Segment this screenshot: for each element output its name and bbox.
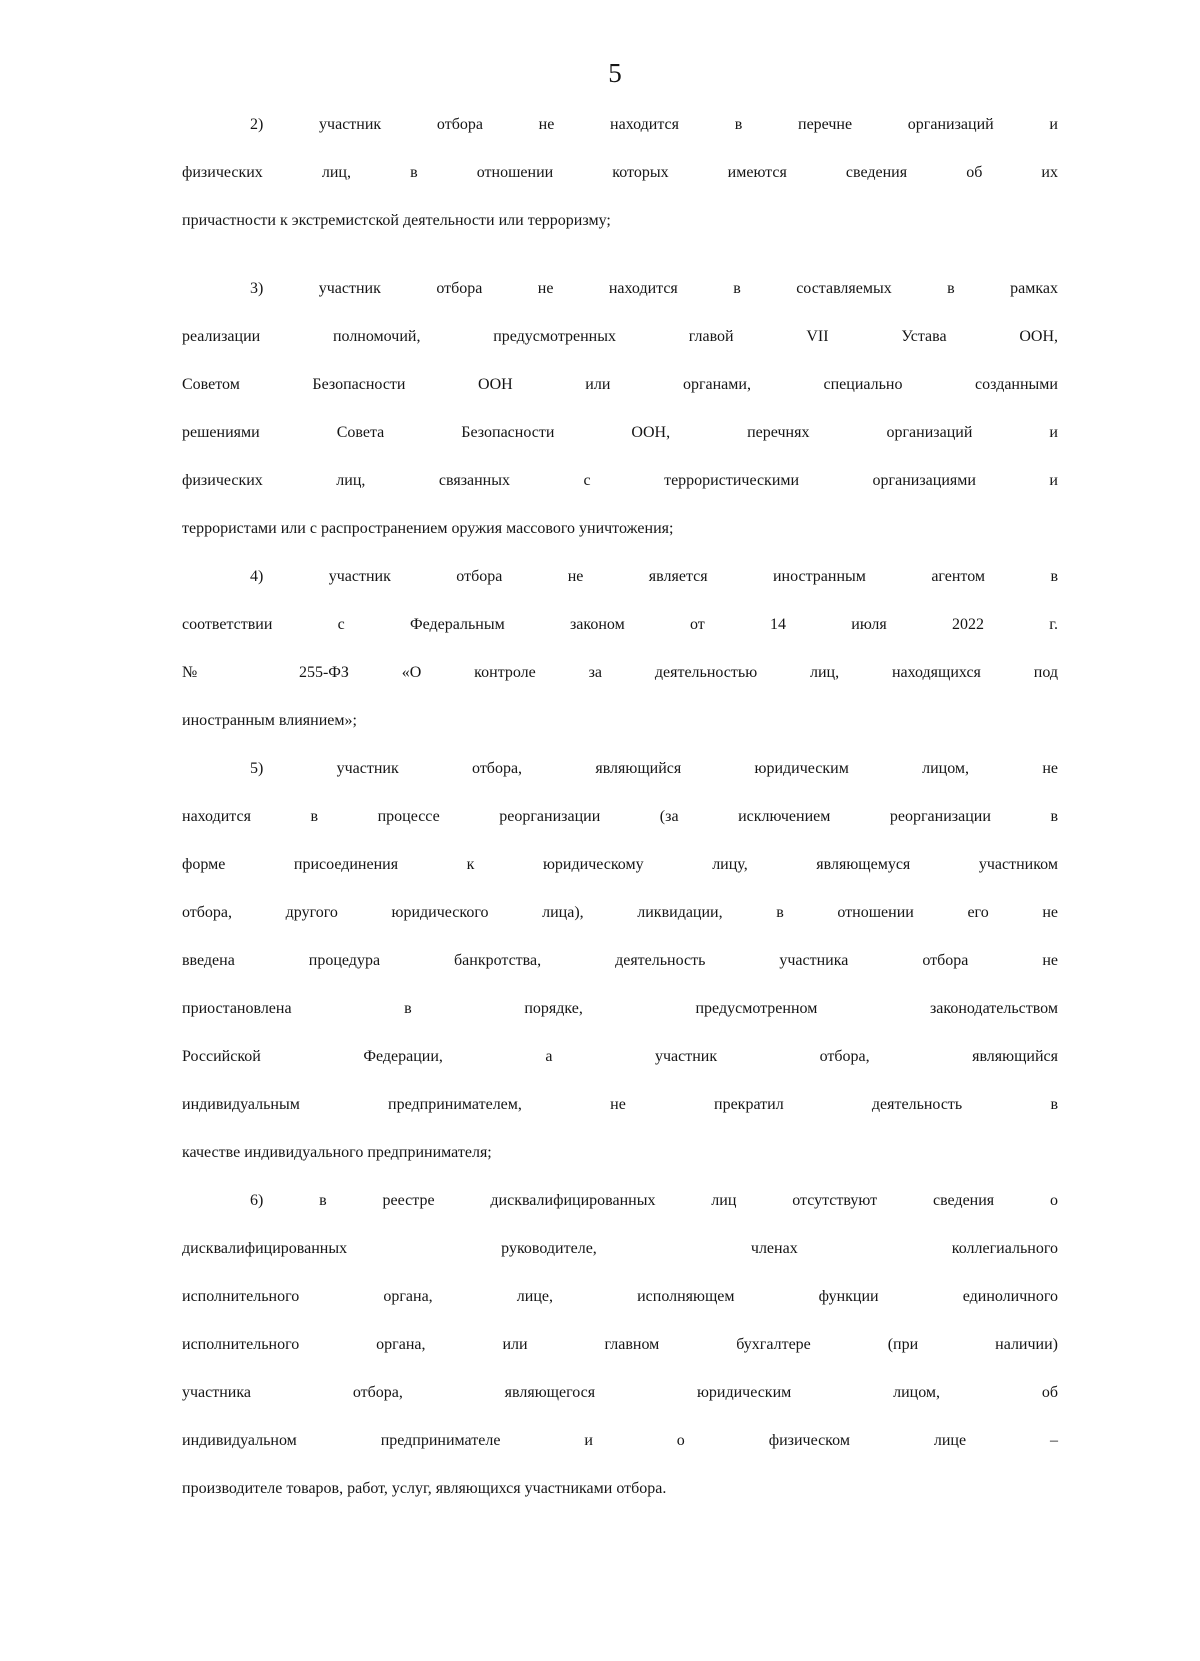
paragraph-line: введена процедура банкротства, деятельность участника отбора не — [182, 952, 1058, 969]
paragraph-line: физических лиц, связанных с террористическими организациями и — [182, 472, 1058, 489]
paragraph-line: исполнительного органа, лице, исполняющем функции единоличного — [182, 1288, 1058, 1305]
paragraph-line: иностранным влиянием»; — [182, 712, 357, 729]
page-number: 5 — [608, 58, 622, 88]
paragraph-item-4 — [182, 568, 1058, 760]
paragraph-line: реализации полномочий, предусмотренных главой VII Устава ООН, — [182, 328, 1058, 345]
paragraph-line: Советом Безопасности ООН или органами, специально созданными — [182, 376, 1058, 393]
paragraph-item-2 — [182, 116, 1058, 260]
document-body — [182, 116, 1058, 1528]
paragraph-line: соответствии с Федеральным законом от 14 июля 2022 г. — [182, 616, 1058, 633]
paragraph-line: решениями Совета Безопасности ООН, перечнях организаций и — [182, 424, 1058, 441]
paragraph-line: дисквалифицированных руководителе, членах коллегиального — [182, 1240, 1058, 1257]
paragraph-line: форме присоединения к юридическому лицу, являющемуся участником — [182, 856, 1058, 873]
paragraph-line: 3) участник отбора не находится в составляемых в рамках — [250, 280, 1058, 297]
paragraph-line: 5) участник отбора, являющийся юридическим лицом, не — [250, 760, 1058, 777]
paragraph-line: качестве индивидуального предпринимателя; — [182, 1144, 492, 1161]
paragraph-line: исполнительного органа, или главном бухгалтере (при наличии) — [182, 1336, 1058, 1353]
paragraph-line: участника отбора, являющегося юридическим лицом, об — [182, 1384, 1058, 1401]
paragraph-item-3 — [182, 280, 1058, 568]
paragraph-line: причастности к экстремистской деятельности или терроризму; — [182, 212, 611, 229]
paragraph-line: террористами или с распространением оружия массового уничтожения; — [182, 520, 674, 537]
paragraph-line: находится в процессе реорганизации (за исключением реорганизации в — [182, 808, 1058, 825]
paragraph-line: индивидуальным предпринимателем, не прекратил деятельность в — [182, 1096, 1058, 1113]
paragraph-line: приостановлена в порядке, предусмотренном законодательством — [182, 1000, 1058, 1017]
paragraph-line: 2) участник отбора не находится в перечне организаций и — [250, 116, 1058, 133]
paragraph-item-6 — [182, 1192, 1058, 1528]
paragraph-line: физических лиц, в отношении которых имеются сведения об их — [182, 164, 1058, 181]
paragraph-line: отбора, другого юридического лица), ликвидации, в отношении его не — [182, 904, 1058, 921]
paragraph-line: 4) участник отбора не является иностранным агентом в — [250, 568, 1058, 585]
paragraph-line: индивидуальном предпринимателе и о физическом лице – — [182, 1432, 1058, 1449]
paragraph-item-5 — [182, 760, 1058, 1192]
paragraph-line: производителе товаров, работ, услуг, являющихся участниками отбора. — [182, 1480, 667, 1497]
paragraph-line: Российской Федерации, а участник отбора, являющийся — [182, 1048, 1058, 1065]
paragraph-line: 6) в реестре дисквалифицированных лиц отсутствуют сведения о — [250, 1192, 1058, 1209]
paragraph-line: № 255-ФЗ «О контроле за деятельностью лиц, находящихся под — [182, 664, 1058, 681]
